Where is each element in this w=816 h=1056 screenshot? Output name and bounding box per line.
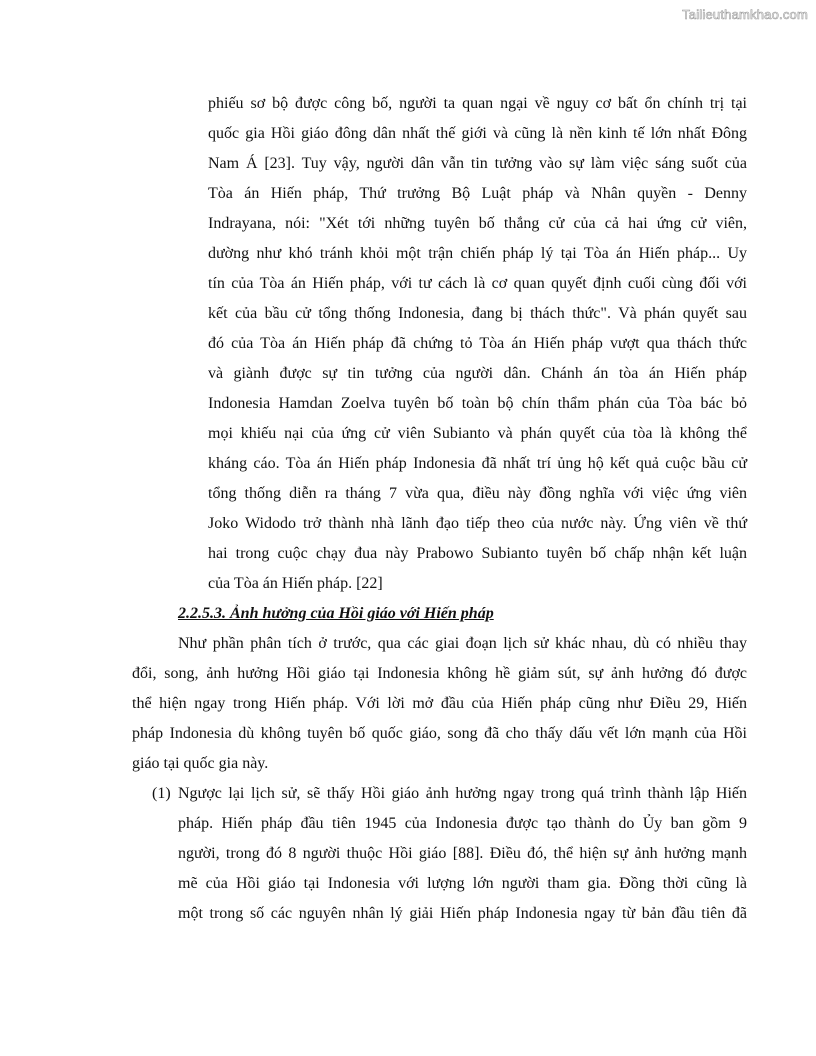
paragraph-line: đổi, song, ảnh hưởng Hồi giáo tại Indonesia không hề giảm sút, sự ảnh hưởng đó được [132, 665, 747, 682]
list-line: một trong số các nguyên nhân lý giải Hiến pháp Indonesia ngay từ bản đầu tiên đã [178, 905, 747, 922]
list-number: (1) [152, 785, 171, 802]
paragraph-line: pháp Indonesia dù không tuyên bố quốc giáo, song đã cho thấy dấu vết lớn mạnh của Hồi [132, 725, 747, 742]
quote-line: kháng cáo. Tòa án Hiến pháp Indonesia đã nhất trí ủng hộ kết quả cuộc bầu cử [208, 455, 747, 472]
quote-line: hai trong cuộc chạy đua này Prabowo Subianto tuyên bố chấp nhận kết luận [208, 545, 747, 562]
quote-line: Nam Á [23]. Tuy vậy, người dân vẫn tin tưởng vào sự làm việc sáng suốt của [208, 155, 747, 172]
paragraph-line: giáo tại quốc gia này. [132, 755, 269, 772]
quote-line: đó của Tòa án Hiến pháp đã chứng tỏ Tòa án Hiến pháp vượt qua thách thức [208, 335, 747, 352]
quote-line: mọi khiếu nại của ứng cử viên Subianto và phán quyết của tòa là không thể [208, 425, 747, 442]
quote-line: tổng thống diễn ra tháng 7 vừa qua, điều này đồng nghĩa với việc ứng viên [208, 485, 747, 502]
list-line: người, trong đó 8 người thuộc Hồi giáo [88]. Điều đó, thể hiện sự ảnh hưởng mạnh [178, 845, 747, 862]
list-line: Ngược lại lịch sử, sẽ thấy Hồi giáo ảnh hưởng ngay trong quá trình thành lập Hiến [178, 785, 747, 802]
quote-line: Indonesia Hamdan Zoelva tuyên bố toàn bộ chín thẩm phán của Tòa bác bỏ [208, 395, 747, 412]
section-heading: 2.2.5.3. Ảnh hưởng của Hồi giáo với Hiến pháp [178, 605, 494, 622]
list-line: mẽ của Hồi giáo tại Indonesia với lượng lớn người tham gia. Đồng thời cũng là [178, 875, 747, 892]
quote-line: Tòa án Hiến pháp, Thứ trưởng Bộ Luật pháp và Nhân quyền - Denny [208, 185, 747, 202]
quote-line: kết của bầu cử tổng thống Indonesia, đang bị thách thức". Và phán quyết sau [208, 305, 747, 322]
quote-line: Indrayana, nói: "Xét tới những tuyên bố thắng cử của cả hai ứng cử viên, [208, 215, 747, 232]
quote-line: phiếu sơ bộ được công bố, người ta quan ngại về nguy cơ bất ổn chính trị tại [208, 95, 747, 112]
quote-line: Joko Widodo trở thành nhà lãnh đạo tiếp theo của nước này. Ứng viên về thứ [208, 515, 747, 532]
list-line: pháp. Hiến pháp đầu tiên 1945 của Indonesia được tạo thành do Ủy ban gồm 9 [178, 815, 747, 832]
paragraph-line: Như phần phân tích ở trước, qua các giai đoạn lịch sử khác nhau, dù có nhiều thay [178, 635, 747, 652]
watermark: Tailieuthamkhao.com [682, 7, 808, 22]
quote-line: dường như khó tránh khỏi một trận chiến pháp lý tại Tòa án Hiến pháp... Uy [208, 245, 747, 262]
quote-line: và giành được sự tin tưởng của người dân. Chánh án tòa án Hiến pháp [208, 365, 747, 382]
paragraph-line: thể hiện ngay trong Hiến pháp. Với lời mở đầu của Hiến pháp cũng như Điều 29, Hiến [132, 695, 747, 712]
quote-line: tín của Tòa án Hiến pháp, với tư cách là cơ quan quyết định cuối cùng đối với [208, 275, 747, 292]
quote-line: của Tòa án Hiến pháp. [22] [208, 575, 383, 592]
quote-line: quốc gia Hồi giáo đông dân nhất thế giới và cũng là nền kinh tế lớn nhất Đông [208, 125, 747, 142]
